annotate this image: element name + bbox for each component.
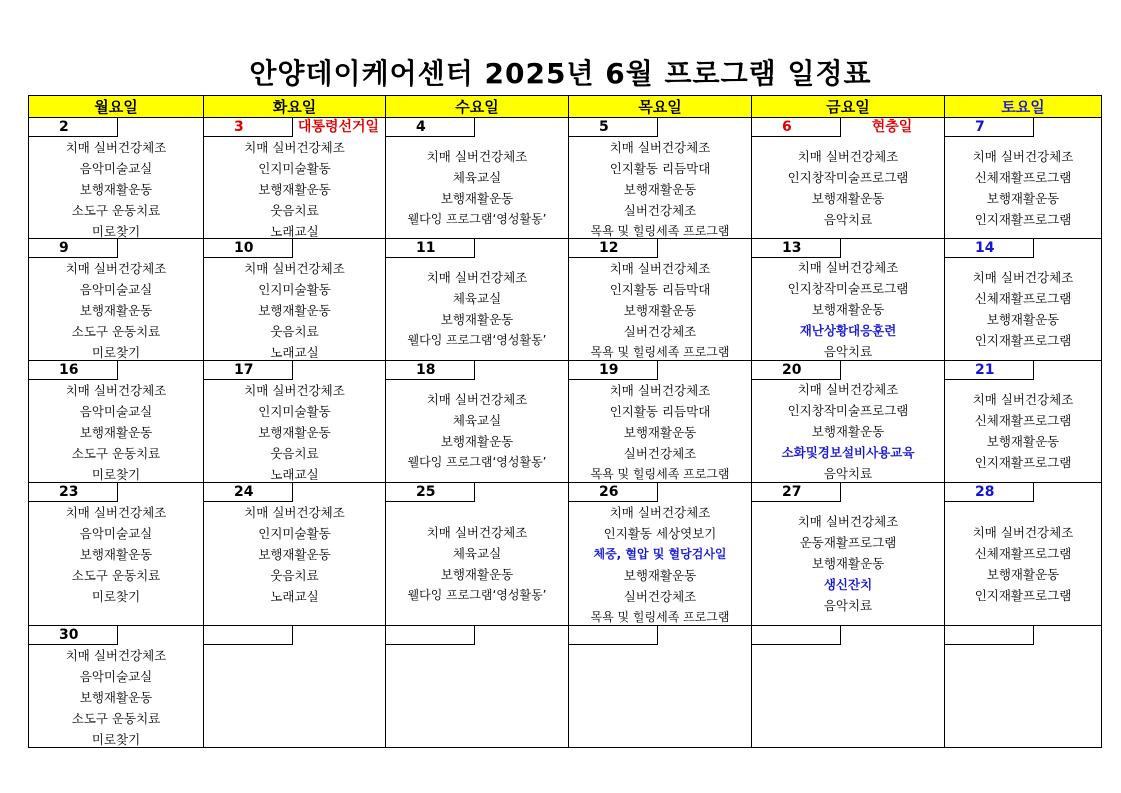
activity-item: 치매 실버건강체조 bbox=[609, 383, 711, 398]
activity-item: 웰다잉 프로그램‘영성활동’ bbox=[407, 455, 547, 469]
activity-item: 보행재활운동 bbox=[986, 312, 1060, 327]
activity-item: 체중, 혈압 및 혈당검사일 bbox=[593, 547, 727, 561]
activity-list bbox=[752, 258, 944, 360]
day-cell-friday bbox=[752, 483, 945, 626]
activity-item: 미로찾기 bbox=[91, 345, 141, 360]
activity-item: 미로찾기 bbox=[91, 467, 141, 482]
date-number: 24 bbox=[234, 484, 254, 500]
activity-item: 치매 실버건강체조 bbox=[426, 392, 528, 407]
activity-item: 보행재활운동 bbox=[440, 190, 514, 206]
date-number: 25 bbox=[416, 484, 436, 500]
week-row bbox=[29, 118, 1102, 239]
date-number: 28 bbox=[975, 484, 995, 500]
activity-item: 노래교실 bbox=[270, 345, 319, 360]
activity-list bbox=[386, 502, 568, 625]
day-cell-monday bbox=[29, 626, 204, 748]
header-friday: 금요일 bbox=[752, 96, 945, 118]
activity-list bbox=[204, 645, 385, 747]
activity-item: 인지활동 리듬막대 bbox=[609, 404, 711, 419]
activity-item: 치매 실버건강체조 bbox=[65, 261, 167, 276]
day-cell-friday bbox=[752, 118, 945, 239]
week-row bbox=[29, 483, 1102, 626]
activity-item: 보행재활운동 bbox=[440, 434, 514, 449]
activity-item: 보행재활운동 bbox=[440, 312, 514, 327]
activity-item: 실버건강체조 bbox=[623, 589, 697, 604]
date-number: 4 bbox=[416, 119, 426, 135]
date-number: 20 bbox=[782, 362, 802, 378]
activity-item: 실버건강체조 bbox=[623, 446, 697, 461]
day-cell-wednesday bbox=[386, 361, 569, 483]
day-cell-tuesday bbox=[204, 483, 386, 626]
activity-list bbox=[945, 258, 1101, 360]
date-number: 3 bbox=[234, 119, 244, 135]
activity-list bbox=[569, 502, 751, 625]
date-number: 30 bbox=[59, 627, 79, 643]
week-row bbox=[29, 626, 1102, 748]
day-cell-tuesday bbox=[204, 118, 386, 239]
activity-item: 치매 실버건강체조 bbox=[244, 140, 345, 155]
activity-item: 소도구 운동치료 bbox=[71, 446, 161, 461]
activity-list bbox=[386, 645, 568, 747]
activity-item: 재난상황대응훈련 bbox=[799, 322, 897, 338]
day-cell-wednesday bbox=[386, 118, 569, 239]
activity-item: 운동재활프로그램 bbox=[799, 535, 897, 550]
date-number: 19 bbox=[599, 362, 619, 378]
activity-item: 신체재활프로그램 bbox=[974, 291, 1072, 306]
activity-item: 인지활동 세상엿보기 bbox=[603, 526, 717, 541]
activity-item: 보행재활운동 bbox=[258, 303, 331, 318]
activity-list bbox=[752, 502, 944, 625]
date-number: 2 bbox=[59, 119, 69, 135]
date-number: 27 bbox=[782, 484, 802, 500]
date-number: 11 bbox=[416, 240, 436, 256]
activity-item: 음악미술교실 bbox=[79, 282, 153, 297]
activity-item: 목욕 및 힐링세족 프로그램 bbox=[590, 345, 730, 359]
activity-item: 치매 실버건강체조 bbox=[65, 383, 167, 398]
activity-item: 음악미술교실 bbox=[79, 161, 153, 176]
holiday-label: 대통령선거일 bbox=[297, 119, 380, 135]
date-number: 21 bbox=[975, 362, 995, 378]
activity-list bbox=[945, 502, 1101, 625]
activity-list bbox=[386, 258, 568, 360]
activity-item: 보행재활운동 bbox=[986, 190, 1060, 206]
day-cell-wednesday bbox=[386, 626, 569, 748]
activity-item: 보행재활운동 bbox=[623, 303, 697, 318]
header-thursday: 목요일 bbox=[569, 96, 752, 118]
activity-item: 노래교실 bbox=[270, 589, 319, 604]
activity-item: 치매 실버건강체조 bbox=[65, 648, 167, 663]
activity-list bbox=[569, 137, 751, 238]
day-cell-saturday bbox=[945, 239, 1102, 361]
header-monday: 월요일 bbox=[29, 96, 204, 118]
activity-list bbox=[569, 258, 751, 360]
activity-item: 보행재활운동 bbox=[79, 690, 153, 705]
activity-item: 치매 실버건강체조 bbox=[972, 524, 1074, 540]
activity-list bbox=[752, 137, 944, 238]
date-number: 7 bbox=[975, 119, 985, 135]
activity-item: 보행재활운동 bbox=[258, 547, 331, 562]
header-wednesday: 수요일 bbox=[386, 96, 569, 118]
page-title: 안양데이케어센터 2025년 6월 프로그램 일정표 bbox=[249, 57, 872, 90]
activity-item: 웰다잉 프로그램‘영성활동’ bbox=[407, 211, 547, 226]
activity-item: 미로찾기 bbox=[91, 732, 141, 747]
activity-list bbox=[569, 380, 751, 482]
activity-item: 소화및경보설비사용교육 bbox=[781, 444, 915, 460]
activity-item: 음악치료 bbox=[823, 343, 873, 359]
activity-item: 체육교실 bbox=[452, 413, 502, 428]
day-cell-tuesday bbox=[204, 239, 386, 361]
activity-item: 인지활동 리듬막대 bbox=[609, 282, 711, 297]
activity-list bbox=[386, 380, 568, 482]
activity-item: 인지활동 리듬막대 bbox=[609, 161, 711, 176]
date-number bbox=[569, 626, 657, 644]
activity-item: 보행재활운동 bbox=[79, 425, 153, 440]
date-number: 9 bbox=[59, 240, 69, 256]
schedule-table bbox=[28, 95, 1102, 748]
date-number bbox=[204, 626, 292, 644]
activity-item: 치매 실버건강체조 bbox=[609, 140, 711, 155]
activity-item: 음악치료 bbox=[823, 598, 873, 613]
day-cell-friday bbox=[752, 239, 945, 361]
activity-list bbox=[29, 645, 203, 747]
activity-item: 인지미술활동 bbox=[258, 282, 331, 297]
activity-item: 보행재활운동 bbox=[811, 556, 885, 571]
activity-list bbox=[752, 645, 944, 747]
activity-item: 보행재활운동 bbox=[811, 301, 885, 317]
activity-item: 치매 실버건강체조 bbox=[244, 383, 345, 398]
date-number bbox=[945, 626, 1033, 644]
day-cell-friday bbox=[752, 361, 945, 483]
activity-item: 치매 실버건강체조 bbox=[65, 140, 167, 155]
activity-item: 소도구 운동치료 bbox=[71, 711, 161, 726]
activity-item: 인지재활프로그램 bbox=[974, 333, 1072, 348]
activity-item: 노래교실 bbox=[270, 467, 319, 482]
date-number: 17 bbox=[234, 362, 254, 378]
date-number: 23 bbox=[59, 484, 79, 500]
day-cell-friday bbox=[752, 626, 945, 748]
week-row bbox=[29, 239, 1102, 361]
activity-list bbox=[752, 380, 944, 482]
activity-item: 보행재활운동 bbox=[440, 566, 514, 582]
date-number: 18 bbox=[416, 362, 436, 378]
activity-item: 치매 실버건강체조 bbox=[972, 148, 1074, 164]
activity-item: 체육교실 bbox=[452, 545, 502, 561]
activity-item: 신체재활프로그램 bbox=[974, 413, 1072, 428]
day-cell-monday bbox=[29, 118, 204, 239]
activity-item: 치매 실버건강체조 bbox=[426, 270, 528, 285]
activity-item: 보행재활운동 bbox=[811, 423, 885, 439]
activity-item: 음악미술교실 bbox=[79, 404, 153, 419]
activity-item: 인지창작미술프로그램 bbox=[787, 169, 909, 185]
activity-item: 치매 실버건강체조 bbox=[244, 505, 345, 520]
day-cell-wednesday bbox=[386, 483, 569, 626]
holiday-label: 현충일 bbox=[871, 119, 913, 135]
activity-item: 생신잔치 bbox=[823, 577, 873, 592]
activity-item: 웃음치료 bbox=[270, 203, 319, 218]
day-cell-thursday bbox=[569, 118, 752, 239]
activity-item: 실버건강체조 bbox=[623, 324, 697, 339]
activity-item: 체육교실 bbox=[452, 169, 502, 185]
header-saturday: 토요일 bbox=[945, 96, 1102, 118]
activity-item: 인지창작미술프로그램 bbox=[787, 402, 909, 418]
date-number bbox=[752, 626, 840, 644]
activity-item: 인지미술활동 bbox=[258, 161, 331, 176]
activity-list bbox=[204, 258, 385, 360]
activity-item: 웰다잉 프로그램‘영성활동’ bbox=[407, 333, 547, 347]
date-number: 13 bbox=[782, 240, 802, 256]
day-cell-saturday bbox=[945, 118, 1102, 239]
activity-item: 인지재활프로그램 bbox=[974, 587, 1072, 603]
week-row bbox=[29, 361, 1102, 483]
activity-item: 목욕 및 힐링세족 프로그램 bbox=[590, 610, 730, 624]
activity-item: 웃음치료 bbox=[270, 446, 319, 461]
activity-list bbox=[29, 258, 203, 360]
activity-item: 보행재활운동 bbox=[79, 303, 153, 318]
activity-item: 소도구 운동치료 bbox=[71, 324, 161, 339]
activity-item: 인지재활프로그램 bbox=[974, 211, 1072, 227]
activity-list bbox=[204, 137, 385, 238]
day-cell-monday bbox=[29, 361, 204, 483]
header-tuesday: 화요일 bbox=[204, 96, 386, 118]
activity-item: 미로찾기 bbox=[91, 589, 141, 604]
activity-list bbox=[204, 502, 385, 625]
day-cell-monday bbox=[29, 239, 204, 361]
activity-item: 노래교실 bbox=[270, 224, 319, 239]
activity-item: 인지미술활동 bbox=[258, 526, 331, 541]
activity-list bbox=[386, 137, 568, 238]
day-cell-monday bbox=[29, 483, 204, 626]
activity-item: 음악치료 bbox=[823, 465, 873, 481]
day-cell-thursday bbox=[569, 483, 752, 626]
activity-list bbox=[29, 380, 203, 482]
activity-item: 소도구 운동치료 bbox=[71, 568, 161, 583]
activity-item: 음악미술교실 bbox=[79, 669, 153, 684]
day-cell-tuesday bbox=[204, 361, 386, 483]
day-cell-thursday bbox=[569, 239, 752, 361]
activity-item: 치매 실버건강체조 bbox=[972, 392, 1074, 407]
activity-item: 인지창작미술프로그램 bbox=[787, 280, 909, 296]
activity-list bbox=[569, 645, 751, 747]
activity-item: 음악치료 bbox=[823, 211, 873, 227]
activity-item: 치매 실버건강체조 bbox=[244, 261, 345, 276]
activity-item: 치매 실버건강체조 bbox=[797, 148, 899, 164]
activity-list bbox=[945, 137, 1101, 238]
activity-item: 신체재활프로그램 bbox=[974, 545, 1072, 561]
date-number: 5 bbox=[599, 119, 609, 135]
activity-item: 신체재활프로그램 bbox=[974, 169, 1072, 185]
date-number bbox=[386, 626, 474, 644]
activity-item: 웃음치료 bbox=[270, 324, 319, 339]
activity-list bbox=[29, 137, 203, 238]
activity-item: 치매 실버건강체조 bbox=[972, 270, 1074, 285]
activity-item: 치매 실버건강체조 bbox=[426, 148, 528, 164]
activity-item: 보행재활운동 bbox=[623, 425, 697, 440]
activity-list bbox=[204, 380, 385, 482]
activity-item: 목욕 및 힐링세족 프로그램 bbox=[590, 224, 730, 238]
activity-item: 치매 실버건강체조 bbox=[797, 381, 899, 397]
activity-item: 보행재활운동 bbox=[258, 182, 331, 197]
activity-item: 인지재활프로그램 bbox=[974, 455, 1072, 470]
date-number: 16 bbox=[59, 362, 79, 378]
date-number: 6 bbox=[782, 119, 792, 135]
date-number: 14 bbox=[975, 240, 995, 256]
activity-list bbox=[945, 645, 1101, 747]
day-cell-wednesday bbox=[386, 239, 569, 361]
day-cell-saturday bbox=[945, 483, 1102, 626]
activity-list bbox=[945, 380, 1101, 482]
activity-item: 보행재활운동 bbox=[79, 182, 153, 197]
day-cell-saturday bbox=[945, 626, 1102, 748]
activity-item: 음악미술교실 bbox=[79, 526, 153, 541]
date-number: 10 bbox=[234, 240, 254, 256]
activity-item: 치매 실버건강체조 bbox=[65, 505, 167, 520]
activity-item: 보행재활운동 bbox=[986, 434, 1060, 449]
activity-item: 보행재활운동 bbox=[623, 182, 697, 197]
activity-item: 치매 실버건강체조 bbox=[797, 514, 899, 529]
activity-item: 치매 실버건강체조 bbox=[797, 259, 899, 275]
activity-list bbox=[29, 502, 203, 625]
activity-item: 보행재활운동 bbox=[811, 190, 885, 206]
activity-item: 체육교실 bbox=[452, 291, 502, 306]
activity-item: 보행재활운동 bbox=[986, 566, 1060, 582]
activity-item: 인지미술활동 bbox=[258, 404, 331, 419]
activity-item: 보행재활운동 bbox=[258, 425, 331, 440]
day-cell-tuesday bbox=[204, 626, 386, 748]
weekday-header-row bbox=[29, 96, 1102, 118]
activity-item: 목욕 및 힐링세족 프로그램 bbox=[590, 467, 730, 481]
activity-item: 웰다잉 프로그램‘영성활동’ bbox=[407, 587, 547, 602]
date-number: 12 bbox=[599, 240, 619, 256]
day-cell-thursday bbox=[569, 361, 752, 483]
activity-item: 보행재활운동 bbox=[79, 547, 153, 562]
activity-item: 실버건강체조 bbox=[623, 203, 697, 218]
activity-item: 미로찾기 bbox=[91, 224, 141, 239]
activity-item: 치매 실버건강체조 bbox=[609, 261, 711, 276]
activity-item: 웃음치료 bbox=[270, 568, 319, 583]
date-number: 26 bbox=[599, 484, 619, 500]
activity-item: 치매 실버건강체조 bbox=[609, 505, 711, 520]
day-cell-saturday bbox=[945, 361, 1102, 483]
activity-item: 치매 실버건강체조 bbox=[426, 524, 528, 540]
activity-item: 소도구 운동치료 bbox=[71, 203, 161, 218]
activity-item: 보행재활운동 bbox=[623, 568, 697, 583]
day-cell-thursday bbox=[569, 626, 752, 748]
